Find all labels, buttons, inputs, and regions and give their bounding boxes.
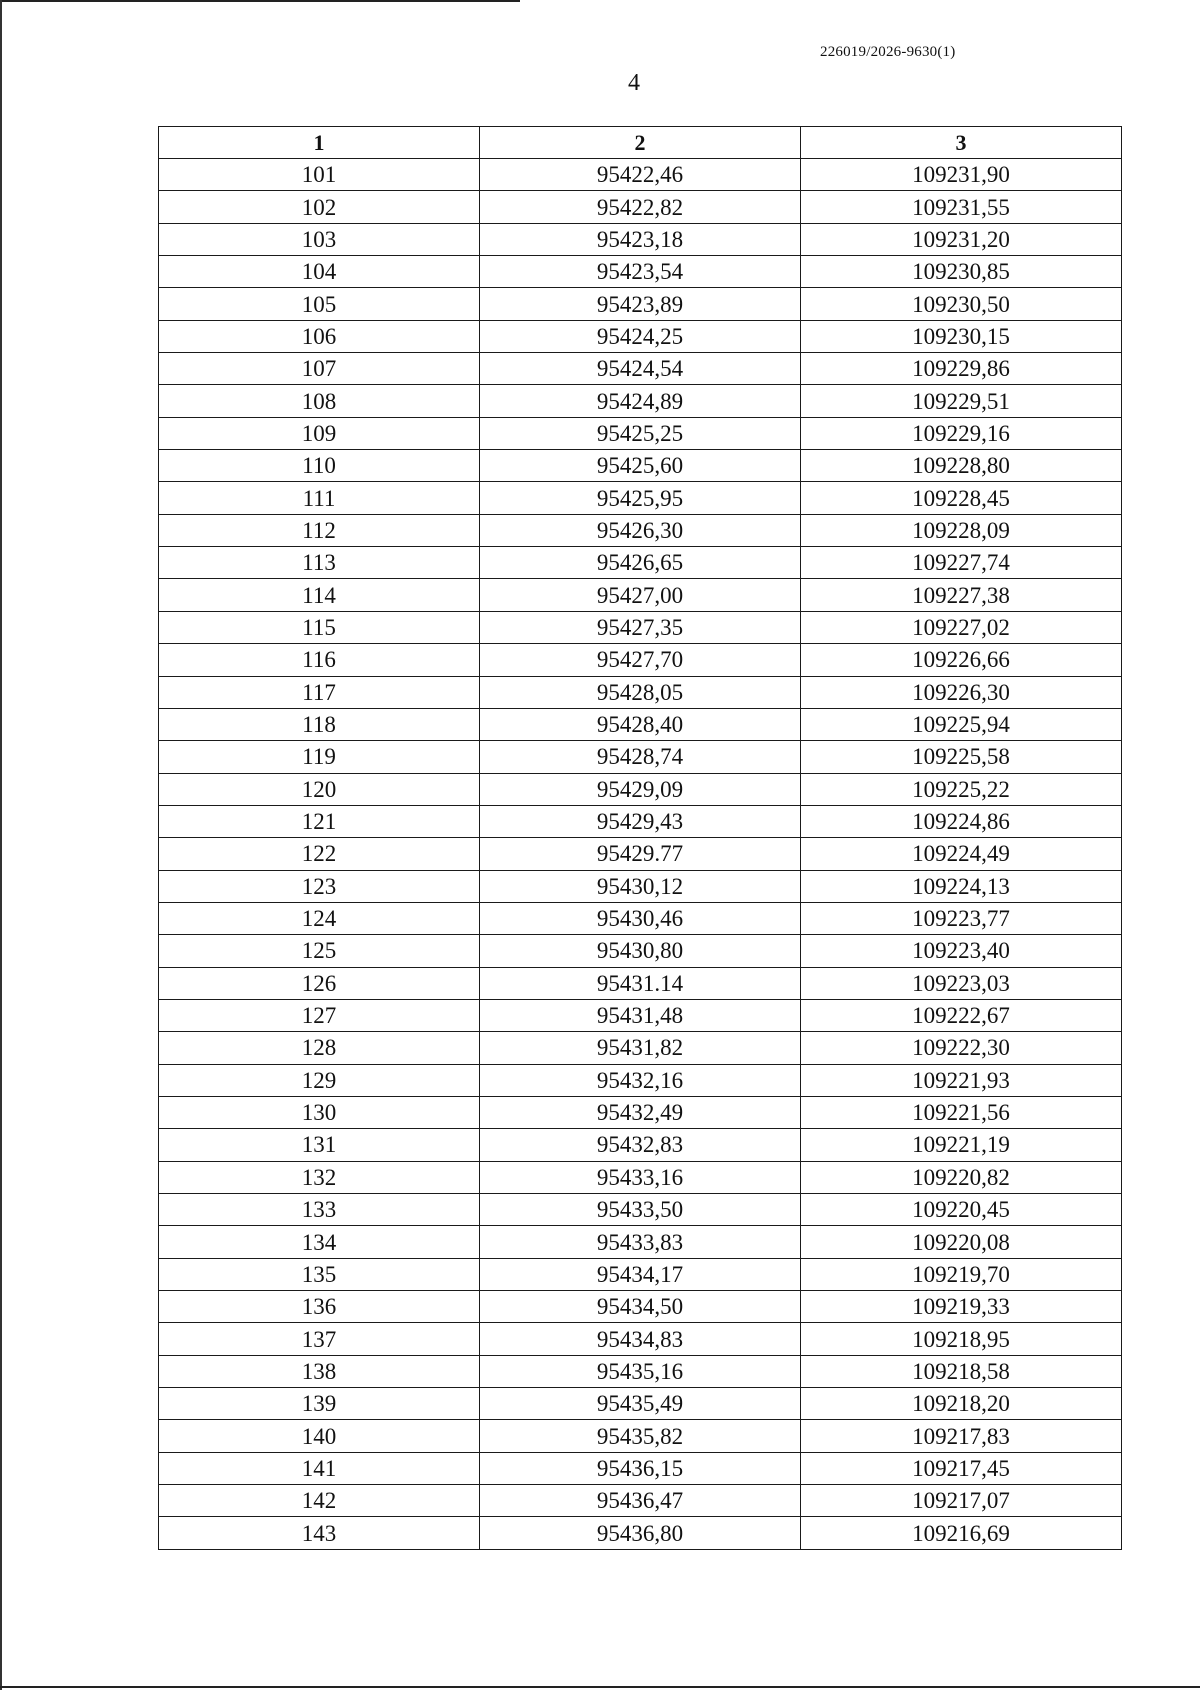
table-cell: 95424,54: [480, 353, 801, 385]
table-cell: 109: [159, 417, 480, 449]
table-cell: 95427,00: [480, 579, 801, 611]
table-cell: 109231,90: [801, 159, 1122, 191]
table-row: [159, 1129, 1122, 1161]
table-row: [159, 1323, 1122, 1355]
table-cell: 95430,80: [480, 935, 801, 967]
table-cell: 95425,60: [480, 450, 801, 482]
table-cell: 118: [159, 708, 480, 740]
column-header-3: 3: [801, 127, 1122, 159]
table-cell: 95424,25: [480, 320, 801, 352]
table-row: [159, 223, 1122, 255]
table-cell: 109221,56: [801, 1096, 1122, 1128]
table-cell: 134: [159, 1226, 480, 1258]
table-row: [159, 1420, 1122, 1452]
table-cell: 109218,95: [801, 1323, 1122, 1355]
table-cell: 130: [159, 1096, 480, 1128]
table-cell: 95425,95: [480, 482, 801, 514]
table-cell: 117: [159, 676, 480, 708]
table-cell: 95428,40: [480, 708, 801, 740]
table-cell: 95435,49: [480, 1388, 801, 1420]
table-cell: 109218,20: [801, 1388, 1122, 1420]
table-cell: 95435,16: [480, 1355, 801, 1387]
table-cell: 119: [159, 741, 480, 773]
table-cell: 109226,30: [801, 676, 1122, 708]
table-row: [159, 1388, 1122, 1420]
table-cell: 95423,18: [480, 223, 801, 255]
table-row: [159, 1096, 1122, 1128]
table-cell: 110: [159, 450, 480, 482]
table-cell: 109230,15: [801, 320, 1122, 352]
table-cell: 109216,69: [801, 1517, 1122, 1550]
table-cell: 95426,30: [480, 514, 801, 546]
table-cell: 95422,46: [480, 159, 801, 191]
table-cell: 106: [159, 320, 480, 352]
table-cell: 95432,16: [480, 1064, 801, 1096]
table-cell: 109225,94: [801, 708, 1122, 740]
table-cell: 95427,35: [480, 611, 801, 643]
table-row: [159, 611, 1122, 643]
table-cell: 109227,74: [801, 547, 1122, 579]
table-cell: 109221,93: [801, 1064, 1122, 1096]
table-row: [159, 805, 1122, 837]
table-cell: 109228,80: [801, 450, 1122, 482]
table-cell: 109219,70: [801, 1258, 1122, 1290]
table-cell: 133: [159, 1194, 480, 1226]
table-cell: 95436,15: [480, 1452, 801, 1484]
table-row: [159, 708, 1122, 740]
table-row: [159, 547, 1122, 579]
table-cell: 123: [159, 870, 480, 902]
coordinates-table: [158, 126, 1122, 1550]
table-cell: 111: [159, 482, 480, 514]
table-cell: 109217,07: [801, 1485, 1122, 1517]
table-cell: 109225,22: [801, 773, 1122, 805]
table-cell: 95434,83: [480, 1323, 801, 1355]
table-cell: 95430,46: [480, 902, 801, 934]
column-header-1: 1: [159, 127, 480, 159]
table-cell: 109219,33: [801, 1291, 1122, 1323]
table-row: [159, 999, 1122, 1031]
table-row: [159, 353, 1122, 385]
table-row: [159, 450, 1122, 482]
table-cell: 95431,82: [480, 1032, 801, 1064]
table-cell: 114: [159, 579, 480, 611]
table-row: [159, 1226, 1122, 1258]
table-cell: 108: [159, 385, 480, 417]
table-cell: 122: [159, 838, 480, 870]
table-cell: 95428,74: [480, 741, 801, 773]
table-cell: 120: [159, 773, 480, 805]
table-row: [159, 676, 1122, 708]
table-cell: 109231,20: [801, 223, 1122, 255]
table-cell: 95432,49: [480, 1096, 801, 1128]
table-cell: 95433,16: [480, 1161, 801, 1193]
table-cell: 95427,70: [480, 644, 801, 676]
table-cell: 129: [159, 1064, 480, 1096]
table-cell: 141: [159, 1452, 480, 1484]
table-cell: 95423,89: [480, 288, 801, 320]
table-cell: 95434,50: [480, 1291, 801, 1323]
table-cell: 128: [159, 1032, 480, 1064]
table-cell: 95436,80: [480, 1517, 801, 1550]
table-row: [159, 482, 1122, 514]
table-row: [159, 644, 1122, 676]
table-row: [159, 1161, 1122, 1193]
table-cell: 95425,25: [480, 417, 801, 449]
table-cell: 95428,05: [480, 676, 801, 708]
table-cell: 95433,83: [480, 1226, 801, 1258]
table-row: [159, 256, 1122, 288]
table-cell: 95429,43: [480, 805, 801, 837]
table-cell: 137: [159, 1323, 480, 1355]
table-cell: 95431.14: [480, 967, 801, 999]
table-cell: 109229,51: [801, 385, 1122, 417]
table-cell: 116: [159, 644, 480, 676]
table-cell: 109223,40: [801, 935, 1122, 967]
table-cell: 109217,45: [801, 1452, 1122, 1484]
table-cell: 109227,38: [801, 579, 1122, 611]
table-cell: 109224,13: [801, 870, 1122, 902]
table-cell: 109220,45: [801, 1194, 1122, 1226]
table-cell: 95436,47: [480, 1485, 801, 1517]
table-cell: 109218,58: [801, 1355, 1122, 1387]
table-row: [159, 1194, 1122, 1226]
table-row: [159, 1291, 1122, 1323]
table-row: [159, 514, 1122, 546]
document-reference: 226019/2026-9630(1): [820, 44, 956, 60]
table-cell: 95424,89: [480, 385, 801, 417]
table-cell: 109229,16: [801, 417, 1122, 449]
table-cell: 109231,55: [801, 191, 1122, 223]
table-row: [159, 1452, 1122, 1484]
table-cell: 109221,19: [801, 1129, 1122, 1161]
table-row: [159, 1258, 1122, 1290]
table-row: [159, 385, 1122, 417]
table-cell: 95431,48: [480, 999, 801, 1031]
table-cell: 109223,77: [801, 902, 1122, 934]
table-cell: 109222,67: [801, 999, 1122, 1031]
table-row: [159, 1517, 1122, 1550]
table-cell: 95435,82: [480, 1420, 801, 1452]
table-cell: 109226,66: [801, 644, 1122, 676]
table-cell: 139: [159, 1388, 480, 1420]
table-body: [159, 159, 1122, 1550]
table-cell: 115: [159, 611, 480, 643]
table-cell: 140: [159, 1420, 480, 1452]
table-row: [159, 159, 1122, 191]
table-cell: 126: [159, 967, 480, 999]
table-cell: 109225,58: [801, 741, 1122, 773]
left-edge-rule: [0, 0, 2, 1690]
table-cell: 143: [159, 1517, 480, 1550]
table-cell: 105: [159, 288, 480, 320]
table-cell: 102: [159, 191, 480, 223]
table-cell: 109220,08: [801, 1226, 1122, 1258]
table-cell: 109220,82: [801, 1161, 1122, 1193]
table-cell: 95434,17: [480, 1258, 801, 1290]
page-number: 4: [628, 70, 640, 96]
table-cell: 95422,82: [480, 191, 801, 223]
table-cell: 112: [159, 514, 480, 546]
table-cell: 109224,86: [801, 805, 1122, 837]
table-cell: 131: [159, 1129, 480, 1161]
table-cell: 95429.77: [480, 838, 801, 870]
table-cell: 109224,49: [801, 838, 1122, 870]
table-row: [159, 741, 1122, 773]
bottom-edge-rule: [0, 1686, 1200, 1688]
table-cell: 124: [159, 902, 480, 934]
table-cell: 109228,09: [801, 514, 1122, 546]
table-cell: 95433,50: [480, 1194, 801, 1226]
column-header-2: 2: [480, 127, 801, 159]
table-row: [159, 935, 1122, 967]
table-cell: 109223,03: [801, 967, 1122, 999]
table-cell: 109230,50: [801, 288, 1122, 320]
table-cell: 109217,83: [801, 1420, 1122, 1452]
table-cell: 101: [159, 159, 480, 191]
table-cell: 127: [159, 999, 480, 1031]
table-cell: 95426,65: [480, 547, 801, 579]
table-row: [159, 870, 1122, 902]
table-cell: 125: [159, 935, 480, 967]
table-row: [159, 967, 1122, 999]
table-row: [159, 579, 1122, 611]
table-cell: 103: [159, 223, 480, 255]
table-cell: 109229,86: [801, 353, 1122, 385]
table-cell: 135: [159, 1258, 480, 1290]
table-cell: 132: [159, 1161, 480, 1193]
table-row: [159, 902, 1122, 934]
header-row: [159, 127, 1122, 159]
table-cell: 142: [159, 1485, 480, 1517]
table-row: [159, 838, 1122, 870]
table-row: [159, 191, 1122, 223]
table-cell: 136: [159, 1291, 480, 1323]
table-cell: 109230,85: [801, 256, 1122, 288]
table-cell: 95423,54: [480, 256, 801, 288]
table-cell: 95430,12: [480, 870, 801, 902]
table-cell: 109228,45: [801, 482, 1122, 514]
table-cell: 95432,83: [480, 1129, 801, 1161]
table-cell: 107: [159, 353, 480, 385]
table-row: [159, 320, 1122, 352]
top-edge-rule: [0, 0, 520, 2]
table-cell: 113: [159, 547, 480, 579]
table-cell: 104: [159, 256, 480, 288]
table-row: [159, 417, 1122, 449]
table-cell: 95429,09: [480, 773, 801, 805]
table-cell: 121: [159, 805, 480, 837]
table-row: [159, 1064, 1122, 1096]
table-row: [159, 288, 1122, 320]
table-row: [159, 1485, 1122, 1517]
table-row: [159, 773, 1122, 805]
table-row: [159, 1355, 1122, 1387]
table-header: [159, 127, 1122, 159]
table-cell: 109222,30: [801, 1032, 1122, 1064]
table-row: [159, 1032, 1122, 1064]
table-cell: 138: [159, 1355, 480, 1387]
table-cell: 109227,02: [801, 611, 1122, 643]
